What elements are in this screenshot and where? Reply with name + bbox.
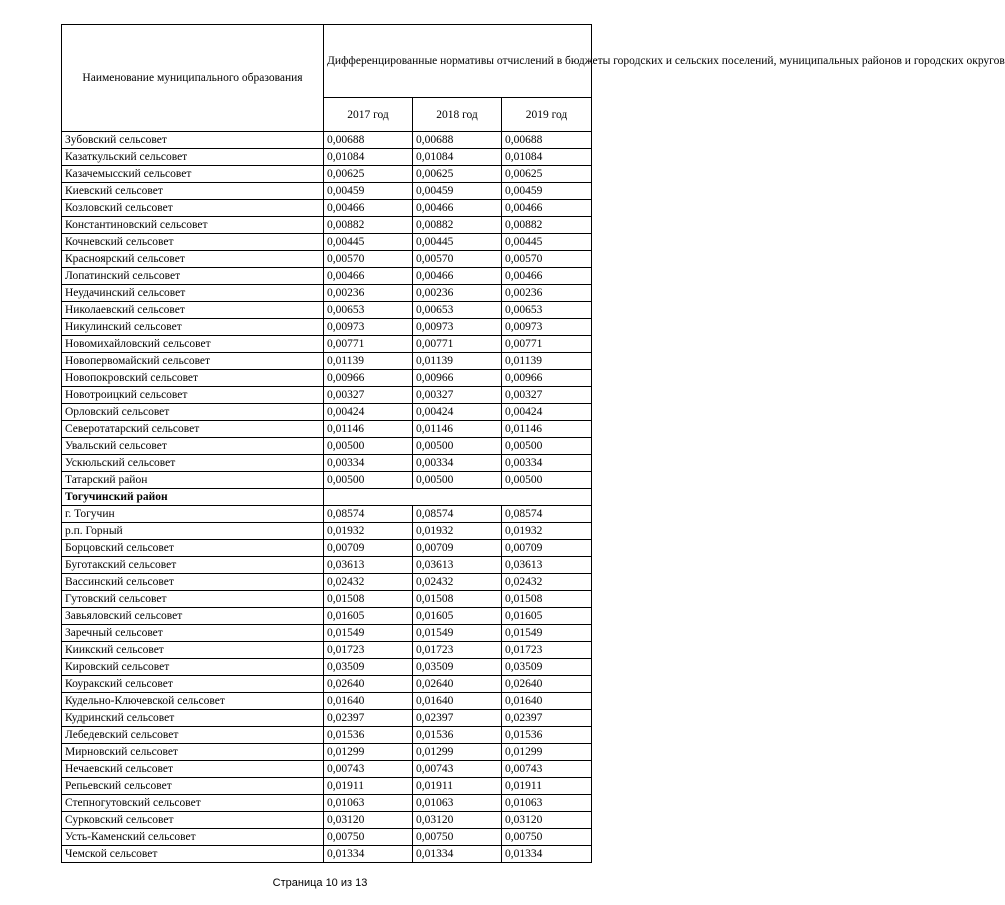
municipality-name: Северотатарский сельсовет: [62, 421, 324, 438]
value-2017: 0,02432: [324, 574, 413, 591]
municipality-name: Кудельно-Ключевской сельсовет: [62, 693, 324, 710]
value-2018: 0,00466: [413, 200, 502, 217]
municipality-name: Никулинский сельсовет: [62, 319, 324, 336]
municipality-name: Сурковский сельсовет: [62, 812, 324, 829]
value-2019: 0,00424: [502, 404, 592, 421]
value-2017: 0,00750: [324, 829, 413, 846]
value-2017: 0,00743: [324, 761, 413, 778]
table-row: [62, 234, 592, 251]
value-2019: 0,00743: [502, 761, 592, 778]
value-2017: 0,02397: [324, 710, 413, 727]
section-row: [62, 489, 592, 506]
value-2019: 0,01605: [502, 608, 592, 625]
value-2018: 0,00882: [413, 217, 502, 234]
value-2018: 0,01723: [413, 642, 502, 659]
value-2019: 0,00500: [502, 438, 592, 455]
municipality-name: р.п. Горный: [62, 523, 324, 540]
value-2018: 0,00334: [413, 455, 502, 472]
header-year-2018: 2018 год: [413, 98, 502, 132]
value-2017: 0,00424: [324, 404, 413, 421]
municipality-name: Увальский сельсовет: [62, 438, 324, 455]
table-row: [62, 540, 592, 557]
municipality-name: Новотроицкий сельсовет: [62, 387, 324, 404]
value-2019: 0,00334: [502, 455, 592, 472]
table-row: [62, 506, 592, 523]
table-row: [62, 846, 592, 863]
value-2018: 0,03613: [413, 557, 502, 574]
table-row: [62, 251, 592, 268]
table-row: [62, 217, 592, 234]
table-row: [62, 642, 592, 659]
table-row: [62, 829, 592, 846]
table-row: [62, 370, 592, 387]
value-2018: 0,02432: [413, 574, 502, 591]
value-2019: 0,00973: [502, 319, 592, 336]
value-2017: 0,00966: [324, 370, 413, 387]
value-2019: 0,00653: [502, 302, 592, 319]
value-2018: 0,01932: [413, 523, 502, 540]
value-2019: 0,03509: [502, 659, 592, 676]
value-2017: 0,08574: [324, 506, 413, 523]
value-2017: 0,00236: [324, 285, 413, 302]
normatives-table: [61, 24, 1005, 863]
table-row: [62, 676, 592, 693]
table-row: [62, 183, 592, 200]
municipality-name: Буготакский сельсовет: [62, 557, 324, 574]
value-2019: 0,02432: [502, 574, 592, 591]
value-2019: 0,00466: [502, 268, 592, 285]
page-number: Страница 10 из 13: [272, 877, 368, 889]
value-2019: 0,01549: [502, 625, 592, 642]
value-2019: 0,02397: [502, 710, 592, 727]
table-row: [62, 727, 592, 744]
value-2018: 0,01605: [413, 608, 502, 625]
value-2018: 0,01084: [413, 149, 502, 166]
table-row: [62, 591, 592, 608]
table-row: [62, 557, 592, 574]
value-2019: 0,01911: [502, 778, 592, 795]
value-2019: 0,00709: [502, 540, 592, 557]
table-row: [62, 744, 592, 761]
municipality-name: Красноярский сельсовет: [62, 251, 324, 268]
header-municipality-name: Наименование муниципального образования: [62, 25, 324, 132]
value-2019: 0,01139: [502, 353, 592, 370]
value-2018: 0,00424: [413, 404, 502, 421]
table-row: [62, 761, 592, 778]
value-2018: 0,01299: [413, 744, 502, 761]
municipality-name: Орловский сельсовет: [62, 404, 324, 421]
value-2018: 0,00709: [413, 540, 502, 557]
municipality-name: Новопервомайский сельсовет: [62, 353, 324, 370]
municipality-name: Зубовский сельсовет: [62, 132, 324, 149]
value-2018: 0,00445: [413, 234, 502, 251]
table-row: [62, 285, 592, 302]
value-2019: 0,03120: [502, 812, 592, 829]
value-2019: 0,00236: [502, 285, 592, 302]
value-2019: 0,00500: [502, 472, 592, 489]
municipality-name: Новопокровский сельсовет: [62, 370, 324, 387]
municipality-name: Николаевский сельсовет: [62, 302, 324, 319]
section-name: Тогучинский район: [62, 489, 324, 506]
value-2017: 0,00327: [324, 387, 413, 404]
municipality-name: Ускюльский сельсовет: [62, 455, 324, 472]
value-2018: 0,00236: [413, 285, 502, 302]
value-2019: 0,00445: [502, 234, 592, 251]
table-row: [62, 353, 592, 370]
municipality-name: Лопатинский сельсовет: [62, 268, 324, 285]
value-2017: 0,00459: [324, 183, 413, 200]
table-header: [62, 25, 1005, 132]
table-row: [62, 523, 592, 540]
value-2018: 0,00500: [413, 472, 502, 489]
table-row: [62, 795, 592, 812]
value-2017: 0,00334: [324, 455, 413, 472]
municipality-name: Новомихайловский сельсовет: [62, 336, 324, 353]
header-normatives-group: Дифференцированные нормативы отчислений в бюджеты городских и сельских поселений, муниципальных районов и городских округов: [324, 25, 592, 98]
value-2018: 0,00653: [413, 302, 502, 319]
value-2017: 0,00688: [324, 132, 413, 149]
value-2019: 0,00882: [502, 217, 592, 234]
table-row: [62, 472, 592, 489]
value-2018: 0,01536: [413, 727, 502, 744]
table-row: [62, 608, 592, 625]
table-row: [62, 387, 592, 404]
value-2018: 0,00625: [413, 166, 502, 183]
value-2019: 0,01299: [502, 744, 592, 761]
value-2018: 0,00973: [413, 319, 502, 336]
value-2019: 0,02640: [502, 676, 592, 693]
value-2018: 0,00966: [413, 370, 502, 387]
section-empty-cell: [324, 489, 592, 506]
value-2019: 0,01723: [502, 642, 592, 659]
value-2018: 0,02640: [413, 676, 502, 693]
value-2017: 0,03613: [324, 557, 413, 574]
value-2017: 0,02640: [324, 676, 413, 693]
value-2018: 0,03509: [413, 659, 502, 676]
table-row: [62, 200, 592, 217]
value-2019: 0,01536: [502, 727, 592, 744]
municipality-name: Татарский район: [62, 472, 324, 489]
value-2017: 0,01536: [324, 727, 413, 744]
header-year-2019: 2019 год: [502, 98, 592, 132]
municipality-name: Нечаевский сельсовет: [62, 761, 324, 778]
value-2019: 0,01084: [502, 149, 592, 166]
table-row: [62, 574, 592, 591]
municipality-name: г. Тогучин: [62, 506, 324, 523]
value-2017: 0,01299: [324, 744, 413, 761]
value-2019: 0,00466: [502, 200, 592, 217]
value-2018: 0,01508: [413, 591, 502, 608]
value-2018: 0,00459: [413, 183, 502, 200]
value-2018: 0,00688: [413, 132, 502, 149]
municipality-name: Казачемысский сельсовет: [62, 166, 324, 183]
value-2018: 0,00771: [413, 336, 502, 353]
table-row: [62, 625, 592, 642]
table-row: [62, 778, 592, 795]
table-row: [62, 319, 592, 336]
value-2019: 0,00966: [502, 370, 592, 387]
value-2019: 0,08574: [502, 506, 592, 523]
value-2018: 0,01334: [413, 846, 502, 863]
value-2019: 0,01063: [502, 795, 592, 812]
value-2018: 0,00466: [413, 268, 502, 285]
value-2017: 0,00625: [324, 166, 413, 183]
value-2019: 0,01932: [502, 523, 592, 540]
value-2019: 0,01508: [502, 591, 592, 608]
value-2017: 0,01084: [324, 149, 413, 166]
value-2019: 0,01146: [502, 421, 592, 438]
value-2019: 0,01640: [502, 693, 592, 710]
municipality-name: Киикский сельсовет: [62, 642, 324, 659]
value-2019: 0,03613: [502, 557, 592, 574]
value-2017: 0,01334: [324, 846, 413, 863]
table-row: [62, 455, 592, 472]
municipality-name: Чемской сельсовет: [62, 846, 324, 863]
value-2018: 0,01549: [413, 625, 502, 642]
value-2017: 0,01146: [324, 421, 413, 438]
header-year-2017: 2017 год: [324, 98, 413, 132]
table-row: [62, 421, 592, 438]
value-2017: 0,00882: [324, 217, 413, 234]
table-row: [62, 336, 592, 353]
value-2019: 0,00459: [502, 183, 592, 200]
municipality-name: Завьяловский сельсовет: [62, 608, 324, 625]
municipality-name: Казаткульский сельсовет: [62, 149, 324, 166]
municipality-name: Коуракский сельсовет: [62, 676, 324, 693]
value-2017: 0,01139: [324, 353, 413, 370]
municipality-name: Киевский сельсовет: [62, 183, 324, 200]
municipality-name: Усть-Каменский сельсовет: [62, 829, 324, 846]
value-2017: 0,00653: [324, 302, 413, 319]
value-2017: 0,00445: [324, 234, 413, 251]
table-row: [62, 149, 592, 166]
value-2017: 0,01911: [324, 778, 413, 795]
municipality-name: Кировский сельсовет: [62, 659, 324, 676]
value-2018: 0,00570: [413, 251, 502, 268]
value-2018: 0,00750: [413, 829, 502, 846]
value-2019: 0,00327: [502, 387, 592, 404]
value-2018: 0,00500: [413, 438, 502, 455]
value-2018: 0,00327: [413, 387, 502, 404]
value-2018: 0,01911: [413, 778, 502, 795]
value-2017: 0,00466: [324, 200, 413, 217]
municipality-name: Неудачинский сельсовет: [62, 285, 324, 302]
value-2018: 0,02397: [413, 710, 502, 727]
table-row: [62, 710, 592, 727]
value-2018: 0,00743: [413, 761, 502, 778]
value-2017: 0,00500: [324, 438, 413, 455]
value-2017: 0,00771: [324, 336, 413, 353]
value-2017: 0,00570: [324, 251, 413, 268]
table-row: [62, 302, 592, 319]
value-2018: 0,01139: [413, 353, 502, 370]
table-row: [62, 132, 592, 149]
municipality-name: Мирновский сельсовет: [62, 744, 324, 761]
municipality-name: Гутовский сельсовет: [62, 591, 324, 608]
table-row: [62, 404, 592, 421]
value-2017: 0,01640: [324, 693, 413, 710]
municipality-name: Кудринский сельсовет: [62, 710, 324, 727]
municipality-name: Вассинский сельсовет: [62, 574, 324, 591]
value-2019: 0,00771: [502, 336, 592, 353]
value-2019: 0,00625: [502, 166, 592, 183]
municipality-name: Кочневский сельсовет: [62, 234, 324, 251]
value-2017: 0,01063: [324, 795, 413, 812]
table-row: [62, 438, 592, 455]
table-body: [62, 132, 592, 863]
value-2017: 0,00709: [324, 540, 413, 557]
municipality-name: Козловский сельсовет: [62, 200, 324, 217]
value-2017: 0,00500: [324, 472, 413, 489]
value-2019: 0,00750: [502, 829, 592, 846]
value-2018: 0,01640: [413, 693, 502, 710]
municipality-name: Заречный сельсовет: [62, 625, 324, 642]
value-2017: 0,03509: [324, 659, 413, 676]
value-2017: 0,01605: [324, 608, 413, 625]
value-2017: 0,00466: [324, 268, 413, 285]
value-2017: 0,01549: [324, 625, 413, 642]
table-row: [62, 812, 592, 829]
municipality-name: Репьевский сельсовет: [62, 778, 324, 795]
value-2019: 0,00688: [502, 132, 592, 149]
value-2017: 0,01508: [324, 591, 413, 608]
value-2018: 0,01063: [413, 795, 502, 812]
value-2018: 0,01146: [413, 421, 502, 438]
value-2019: 0,00570: [502, 251, 592, 268]
municipality-name: Лебедевский сельсовет: [62, 727, 324, 744]
table-row: [62, 268, 592, 285]
value-2017: 0,00973: [324, 319, 413, 336]
municipality-name: Константиновский сельсовет: [62, 217, 324, 234]
municipality-name: Степногутовский сельсовет: [62, 795, 324, 812]
table-row: [62, 693, 592, 710]
value-2018: 0,03120: [413, 812, 502, 829]
value-2017: 0,01932: [324, 523, 413, 540]
value-2018: 0,08574: [413, 506, 502, 523]
table-row: [62, 166, 592, 183]
table-row: [62, 659, 592, 676]
value-2017: 0,03120: [324, 812, 413, 829]
value-2019: 0,01334: [502, 846, 592, 863]
municipality-name: Борцовский сельсовет: [62, 540, 324, 557]
value-2017: 0,01723: [324, 642, 413, 659]
